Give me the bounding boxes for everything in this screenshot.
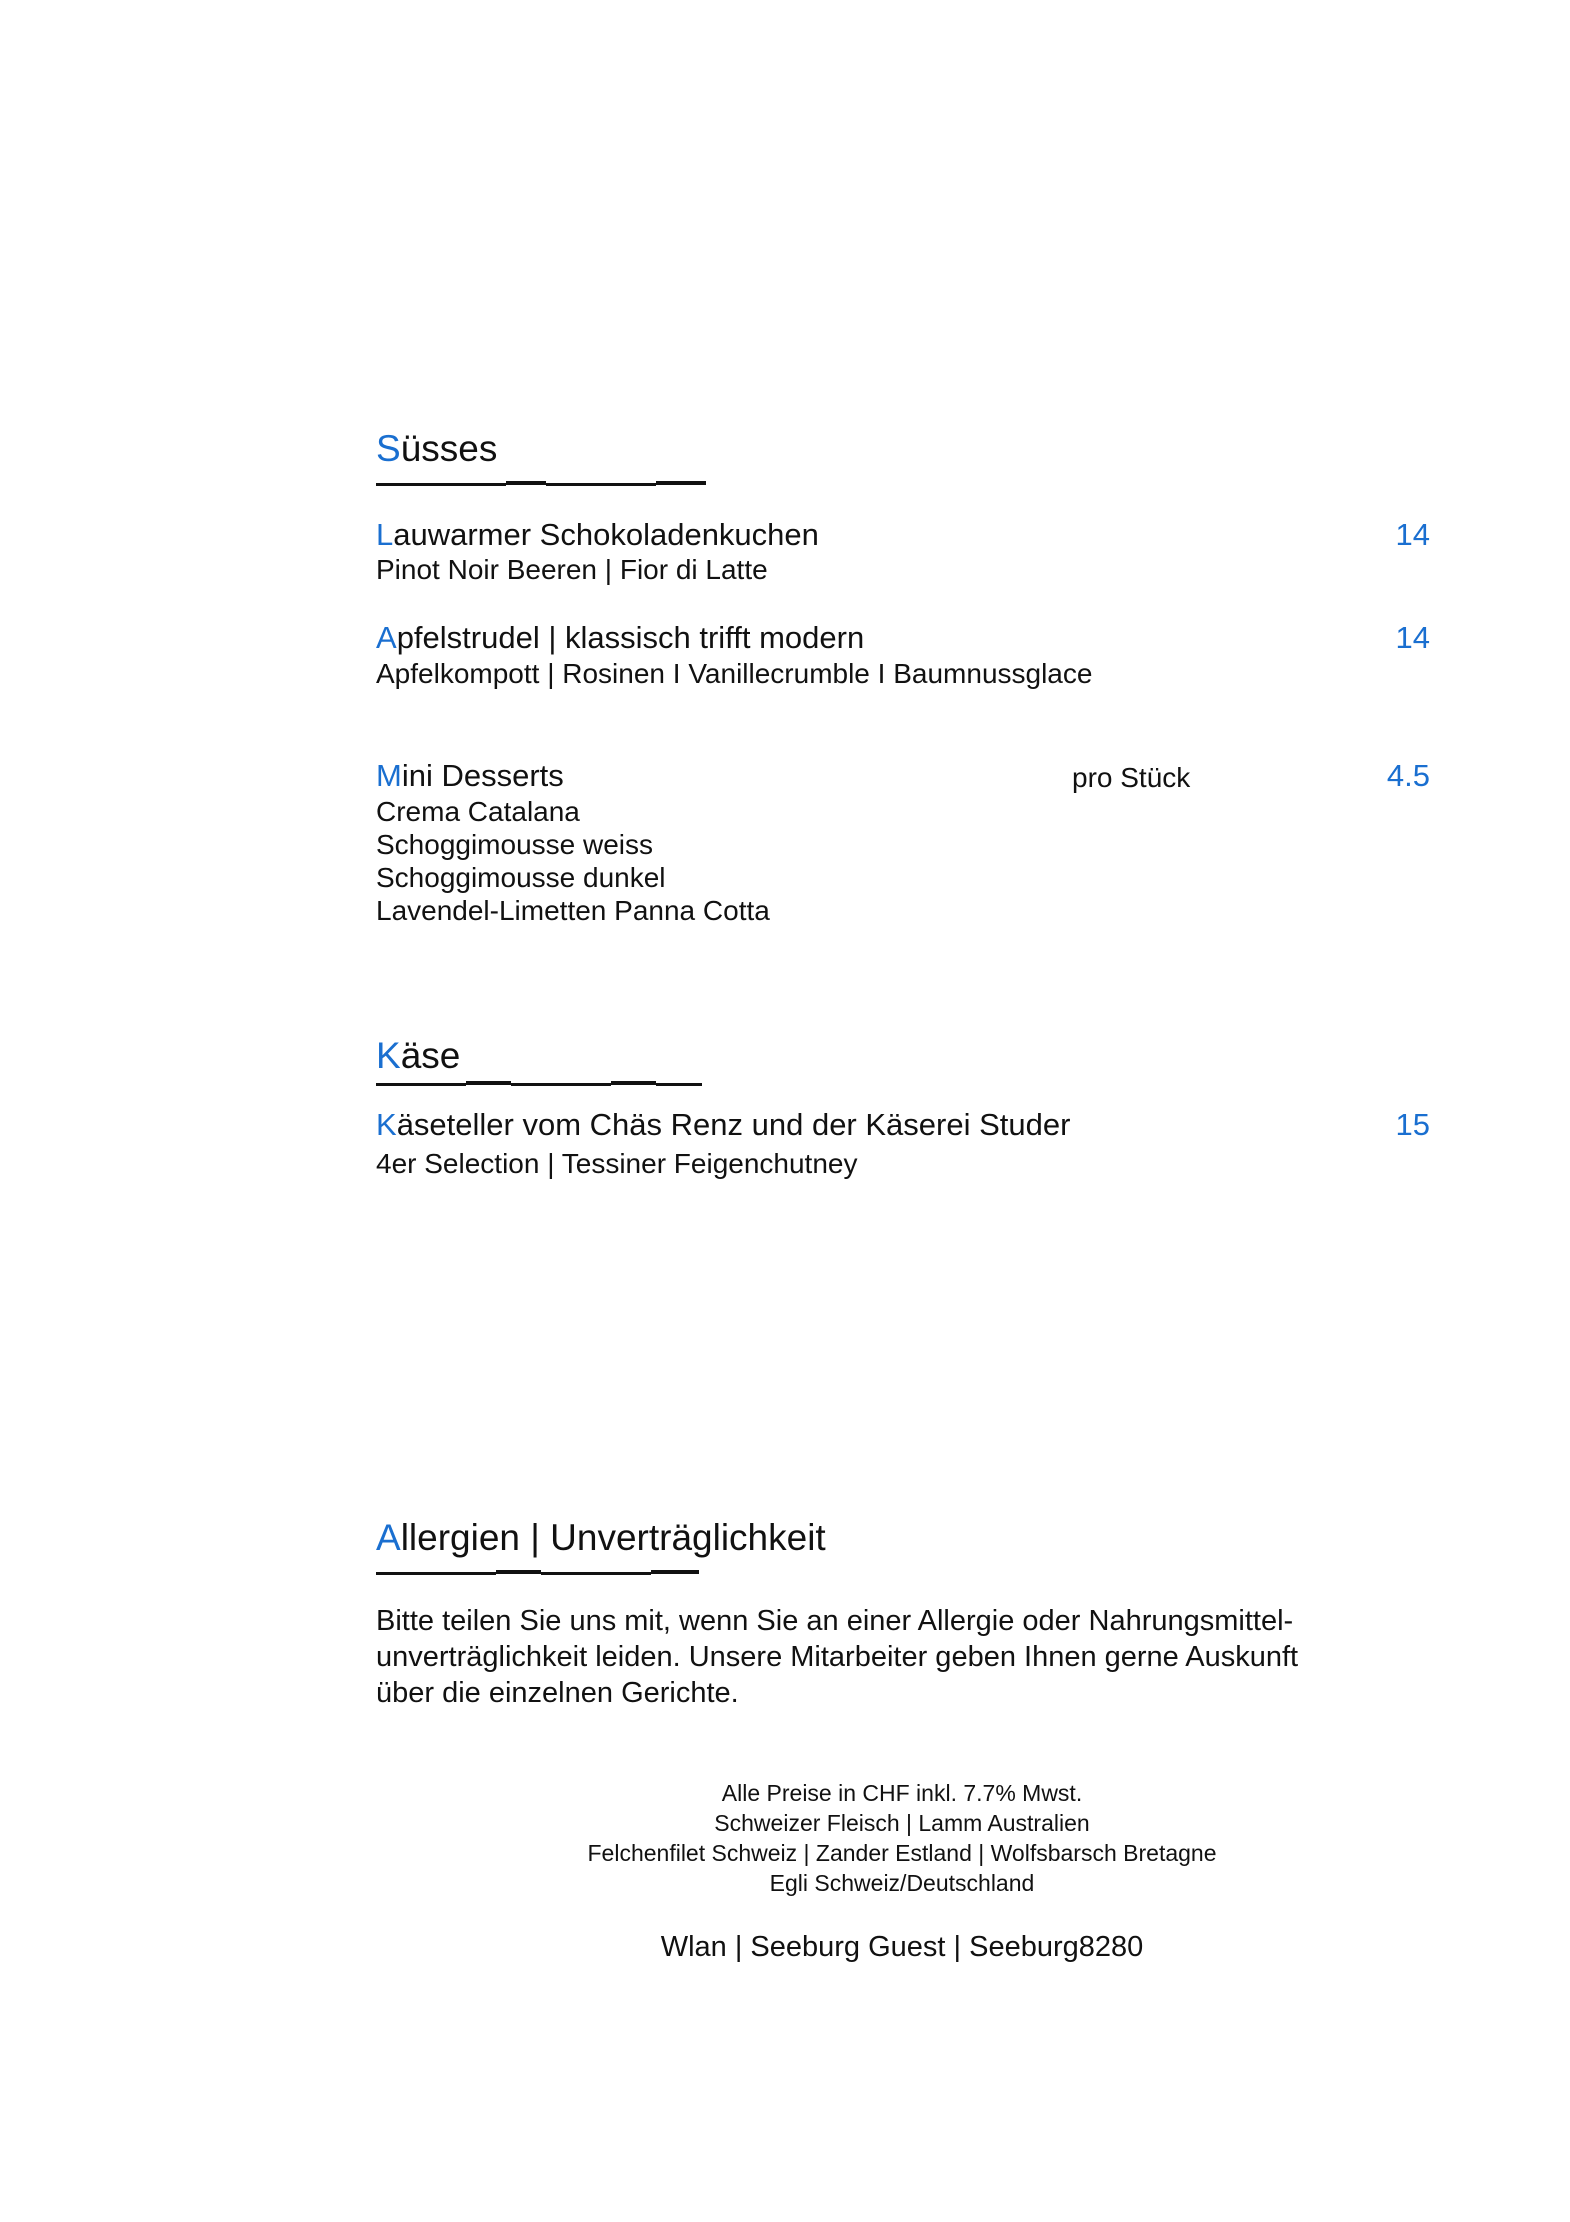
menu-item-description: 4er Selection | Tessiner Feigenchutney bbox=[376, 1148, 858, 1179]
menu-item-title: Käseteller vom Chäs Renz und der Käserei Studer bbox=[376, 1107, 1071, 1142]
notice-line: über die einzelnen Gerichte. bbox=[376, 1677, 739, 1709]
footer-line: Alle Preise in CHF inkl. 7.7% Mwst. bbox=[721, 1780, 1083, 1806]
section-underline bbox=[376, 1572, 706, 1575]
section-title-suesses: Süsses bbox=[376, 428, 498, 469]
section-title-kaese: Käse bbox=[376, 1035, 461, 1076]
unit-label: pro Stück bbox=[1072, 762, 1191, 793]
menu-item-price: 14 bbox=[1395, 620, 1430, 655]
menu-item-title: Apfelstrudel | klassisch trifft modern bbox=[376, 620, 865, 655]
dessert-list bbox=[376, 795, 770, 927]
menu-item-description: Apfelkompott | Rosinen I Vanillecrumble I Baumnussglace bbox=[376, 658, 1093, 689]
notice-line: Bitte teilen Sie uns mit, wenn Sie an einer Allergie oder Nahrungsmittel- bbox=[376, 1605, 1294, 1637]
list-item: Crema Catalana bbox=[376, 796, 580, 827]
menu-item-title: Mini Desserts bbox=[376, 758, 564, 793]
list-item: Lavendel-Limetten Panna Cotta bbox=[376, 895, 770, 926]
footer-line: Egli Schweiz/Deutschland bbox=[769, 1870, 1035, 1896]
section-title-allergien: Allergien | Unverträglichkeit bbox=[376, 1517, 826, 1558]
section-underline bbox=[376, 1083, 706, 1086]
footer-line: Felchenfilet Schweiz | Zander Estland | Wolfsbarsch Bretagne bbox=[587, 1840, 1217, 1866]
menu-item-price: 14 bbox=[1395, 517, 1430, 552]
notice-line: unverträglichkeit leiden. Unsere Mitarbeiter geben Ihnen gerne Auskunft bbox=[376, 1641, 1299, 1673]
menu-item-title: Lauwarmer Schokoladenkuchen bbox=[376, 517, 819, 552]
list-item: Schoggimousse dunkel bbox=[376, 862, 666, 893]
allergy-notice bbox=[376, 1603, 1336, 1711]
list-item: Schoggimousse weiss bbox=[376, 829, 654, 860]
footer-line: Schweizer Fleisch | Lamm Australien bbox=[714, 1810, 1090, 1836]
menu-item-price: 4.5 bbox=[1386, 758, 1430, 793]
section-underline bbox=[376, 483, 706, 486]
menu-item-price: 15 bbox=[1395, 1107, 1430, 1142]
menu-item-description: Pinot Noir Beeren | Fior di Latte bbox=[376, 554, 768, 585]
wifi-info: Wlan | Seeburg Guest | Seeburg8280 bbox=[660, 1931, 1144, 1963]
footer-notes bbox=[117, 1778, 1570, 1898]
